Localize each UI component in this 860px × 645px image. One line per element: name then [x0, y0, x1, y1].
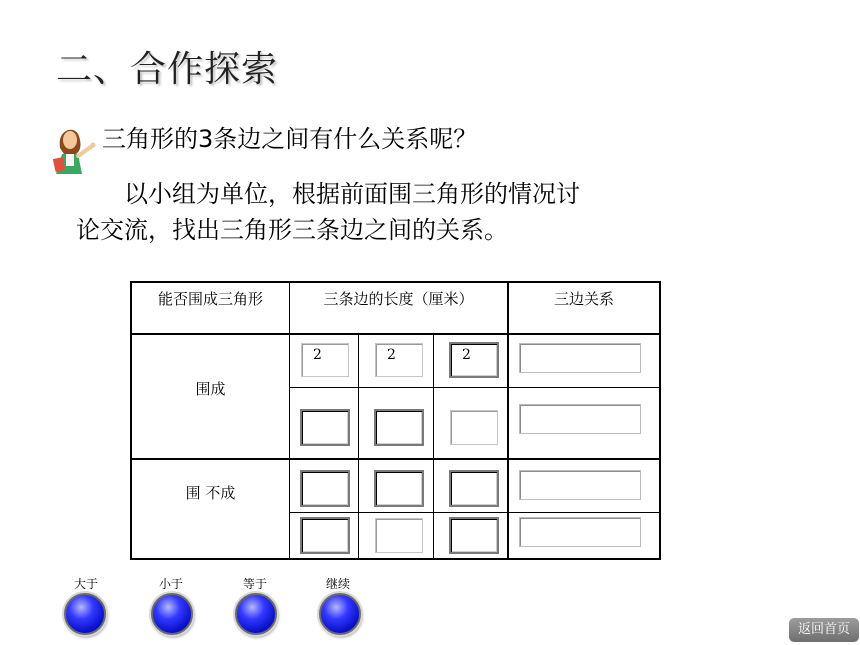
relation-input[interactable]: [519, 470, 641, 500]
row-label-not-formed: 围 不成: [185, 484, 236, 502]
header-can-form: 能否围成三角形: [157, 290, 263, 308]
instruction-line-1: 以小组为单位，根据前面围三角形的情况讨: [124, 180, 580, 208]
table-divider: [132, 458, 659, 460]
side-length-input[interactable]: [374, 409, 424, 446]
greater-button[interactable]: [64, 593, 106, 635]
side-length-input[interactable]: 2: [449, 342, 499, 378]
table-divider: [132, 333, 659, 335]
relation-input[interactable]: [519, 343, 641, 373]
side-length-input[interactable]: [300, 517, 350, 554]
table-divider: [358, 334, 359, 558]
page-title: 二、合作探索: [56, 49, 279, 90]
side-length-input[interactable]: [450, 410, 498, 445]
relation-input[interactable]: [519, 404, 641, 434]
table-divider: [507, 283, 509, 558]
side-length-input[interactable]: [374, 470, 424, 507]
table-divider: [289, 387, 659, 388]
side-length-input[interactable]: 2: [375, 343, 423, 377]
continue-button[interactable]: [319, 593, 361, 635]
equal-button[interactable]: [235, 593, 277, 635]
row-label-formed: 围成: [195, 380, 226, 398]
side-length-input[interactable]: [449, 470, 499, 507]
instruction-paragraph: [76, 176, 716, 248]
triangle-sides-table: [130, 281, 661, 560]
continue-label: 继续: [325, 577, 350, 591]
side-length-input[interactable]: [375, 518, 423, 553]
table-divider: [289, 512, 659, 513]
less-label: 小于: [158, 577, 183, 591]
header-relation: 三边关系: [553, 290, 614, 308]
home-button[interactable]: 返回首页: [789, 618, 859, 642]
question-text: 三角形的3条边之间有什么关系呢？: [102, 125, 478, 153]
teacher-icon: [46, 118, 98, 174]
side-length-input[interactable]: 2: [301, 343, 349, 377]
relation-input[interactable]: [519, 517, 641, 547]
table-divider: [289, 283, 290, 558]
equal-label: 等于: [242, 577, 267, 591]
side-length-input[interactable]: [300, 470, 350, 507]
side-length-input[interactable]: [300, 409, 350, 446]
side-length-input[interactable]: [449, 517, 499, 554]
less-button[interactable]: [151, 593, 193, 635]
table-divider: [433, 334, 434, 558]
header-side-lengths: 三条边的长度（厘米）: [323, 290, 474, 308]
instruction-line-2: 论交流，找出三角形三条边之间的关系。: [76, 216, 508, 244]
greater-label: 大于: [73, 577, 98, 591]
